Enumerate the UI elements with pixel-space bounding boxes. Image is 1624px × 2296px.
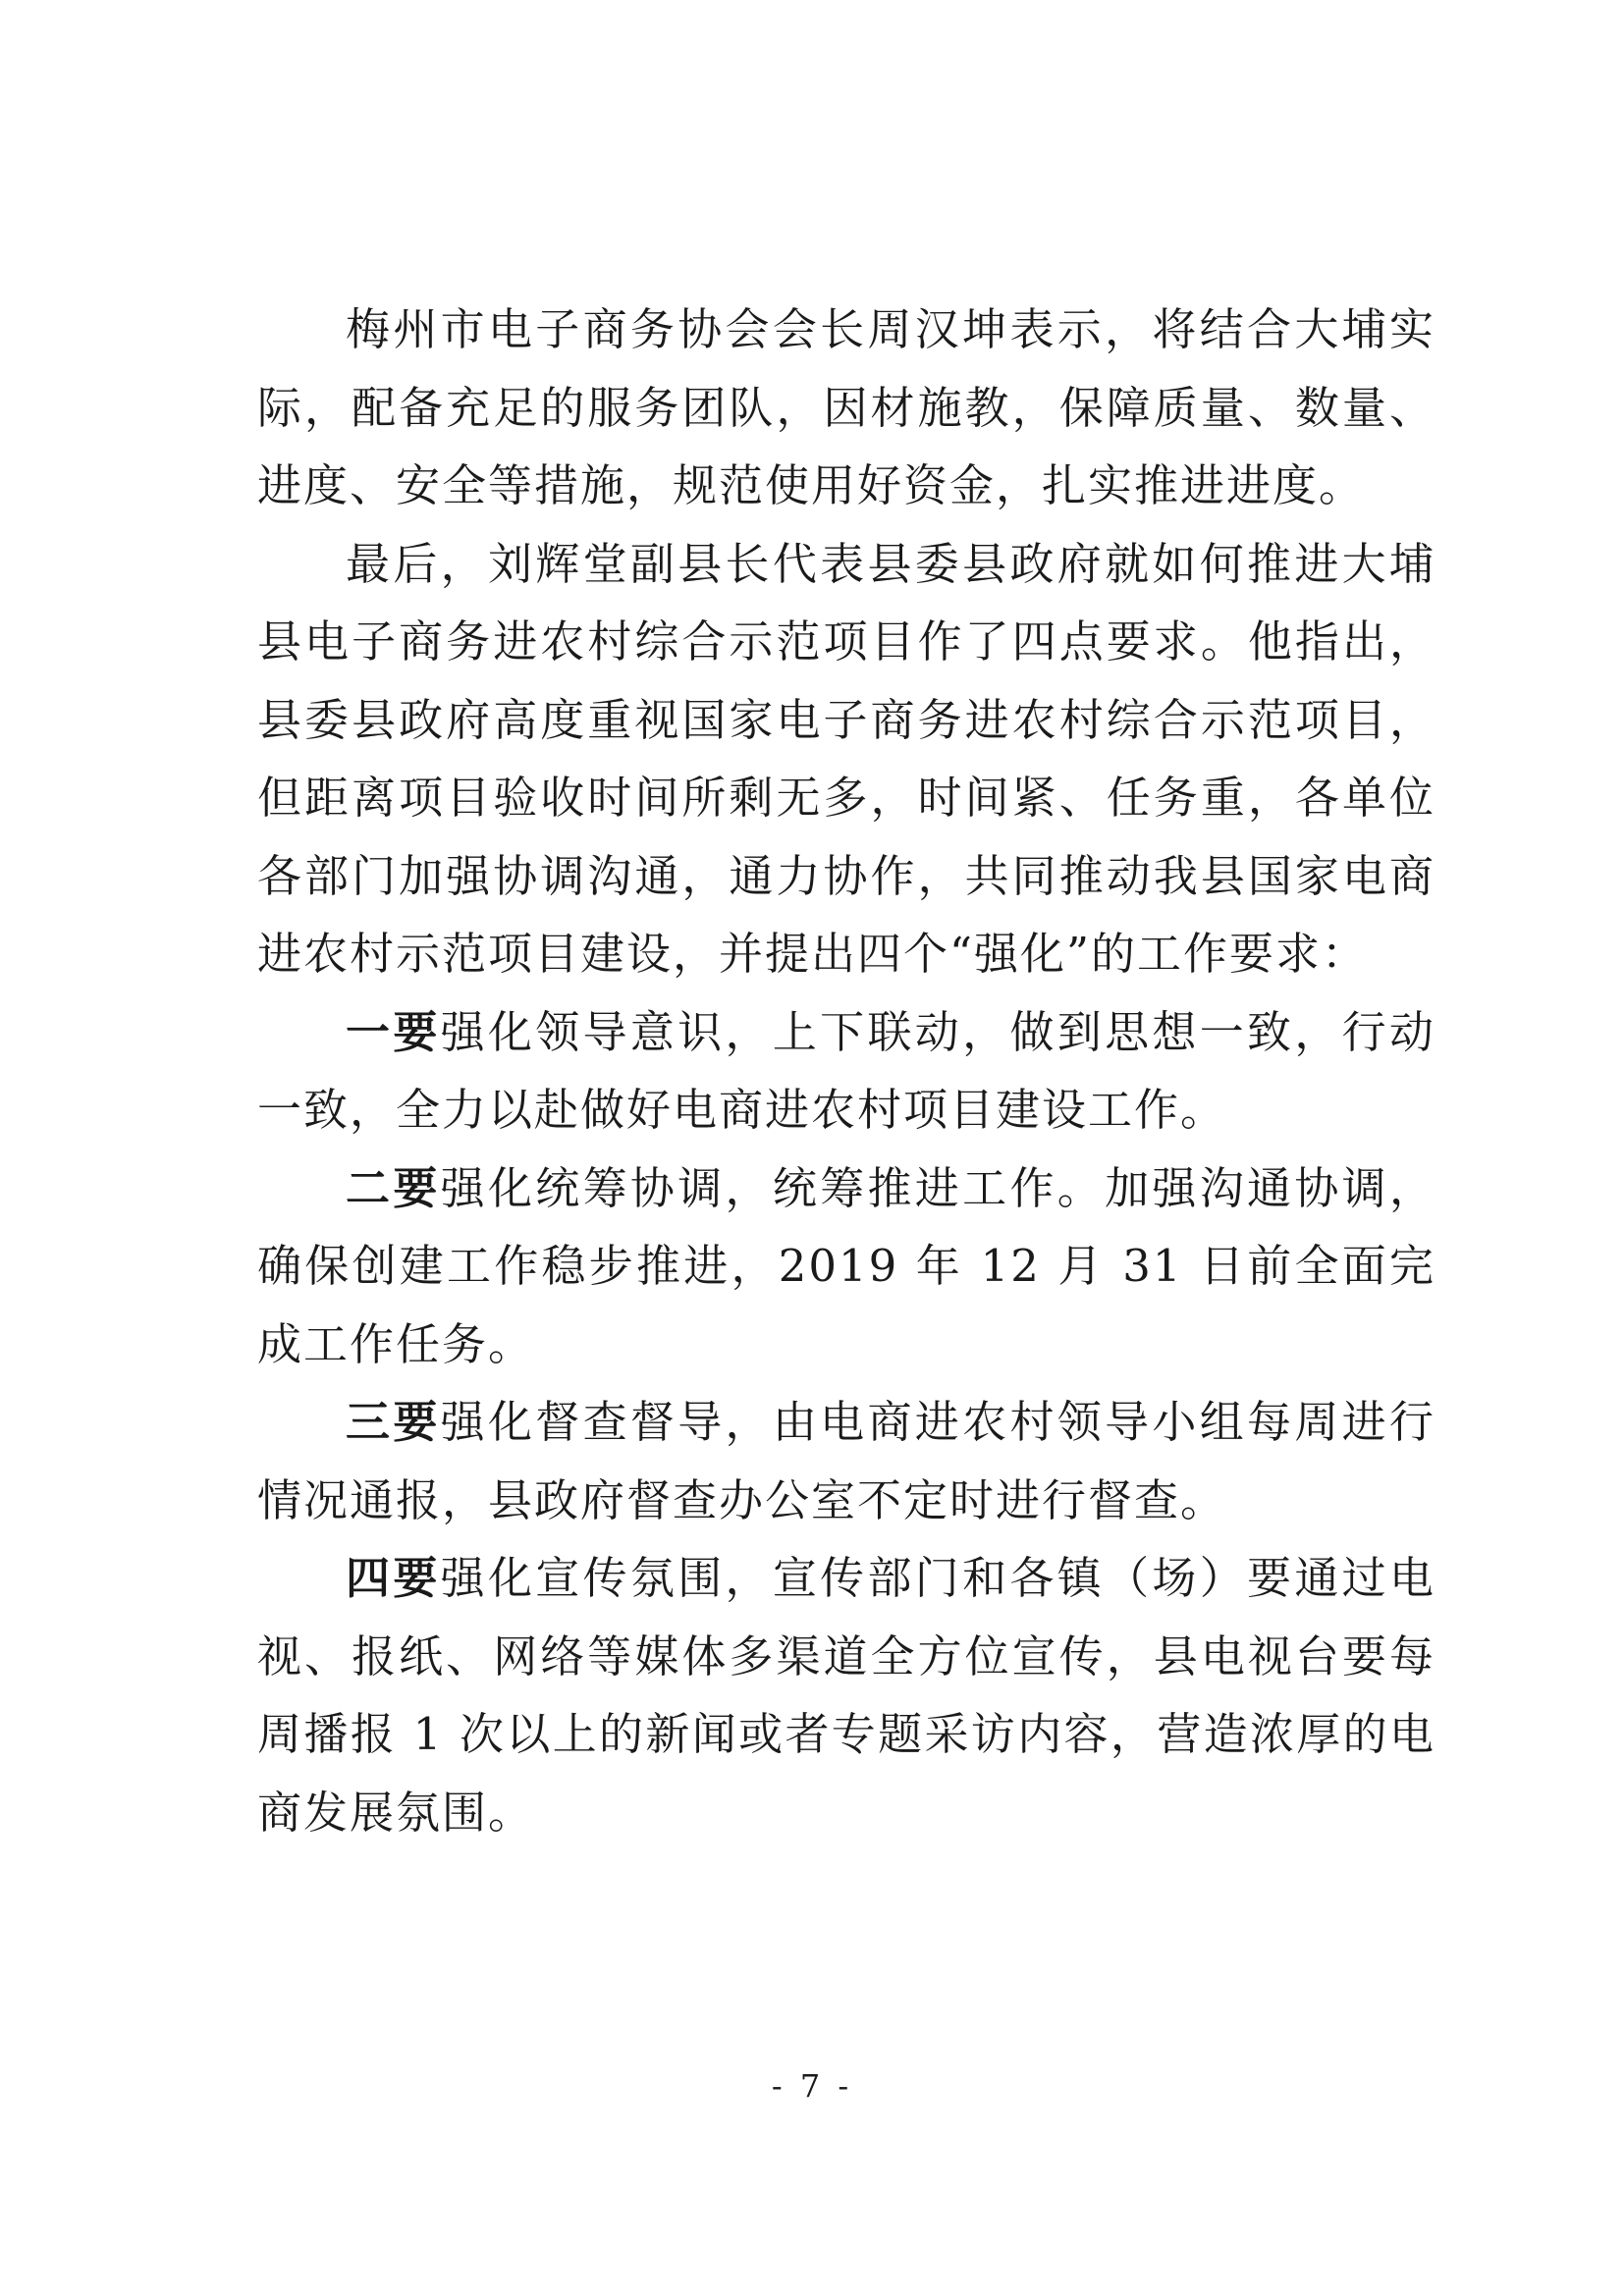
paragraph-text: 强化领导意识，上下联动，做到思想一致，行动一致，全力以赴做好电商进农村项目建设工作。 — [257, 1005, 1435, 1136]
paragraph-text: 强化督查督导，由电商进农村领导小组每周进行情况通报，县政府督查办公室不定时进行督查。 — [257, 1396, 1435, 1526]
document-body — [257, 291, 1435, 1851]
paragraph-requirement-3 — [257, 1383, 1435, 1539]
page-number: - 7 - — [771, 2067, 853, 2105]
paragraph-text: 强化统筹协调，统筹推进工作。加强沟通协调，确保创建工作稳步推进，2019 年 12 月 31 日前全面完成工作任务。 — [257, 1161, 1435, 1370]
requirement-lead: 四要 — [346, 1552, 441, 1604]
requirement-lead: 二要 — [346, 1161, 441, 1214]
paragraph-text: 强化宣传氛围，宣传部门和各镇（场）要通过电视、报纸、网络等媒体多渠道全方位宣传，县电视台要每周播报 1 次以上的新闻或者专题采访内容，营造浓厚的电商发展氛围。 — [257, 1552, 1435, 1839]
paragraph-requirement-4 — [257, 1539, 1435, 1851]
paragraph-deputy-requirements — [257, 525, 1435, 993]
paragraph-text: 梅州市电子商务协会会长周汉坤表示，将结合大埔实际，配备充足的服务团队，因材施教，保障质量、数量、进度、安全等措施，规范使用好资金，扎实推进进度。 — [257, 303, 1435, 511]
requirement-lead: 一要 — [346, 1005, 441, 1058]
paragraph-text: 最后，刘辉堂副县长代表县委县政府就如何推进大埔县电子商务进农村综合示范项目作了四点要求。他指出，县委县政府高度重视国家电子商务进农村综合示范项目，但距离项目验收时间所剩无多，时间紧、任务重，各单位各部门加强协调沟通，通力协作，共同推动我县国家电商进农村示范项目建设，并提出四个“强化”的工作要求： — [257, 537, 1435, 980]
requirement-lead: 三要 — [346, 1396, 441, 1448]
paragraph-chairman-statement — [257, 291, 1435, 525]
paragraph-requirement-2 — [257, 1149, 1435, 1384]
paragraph-requirement-1 — [257, 993, 1435, 1149]
